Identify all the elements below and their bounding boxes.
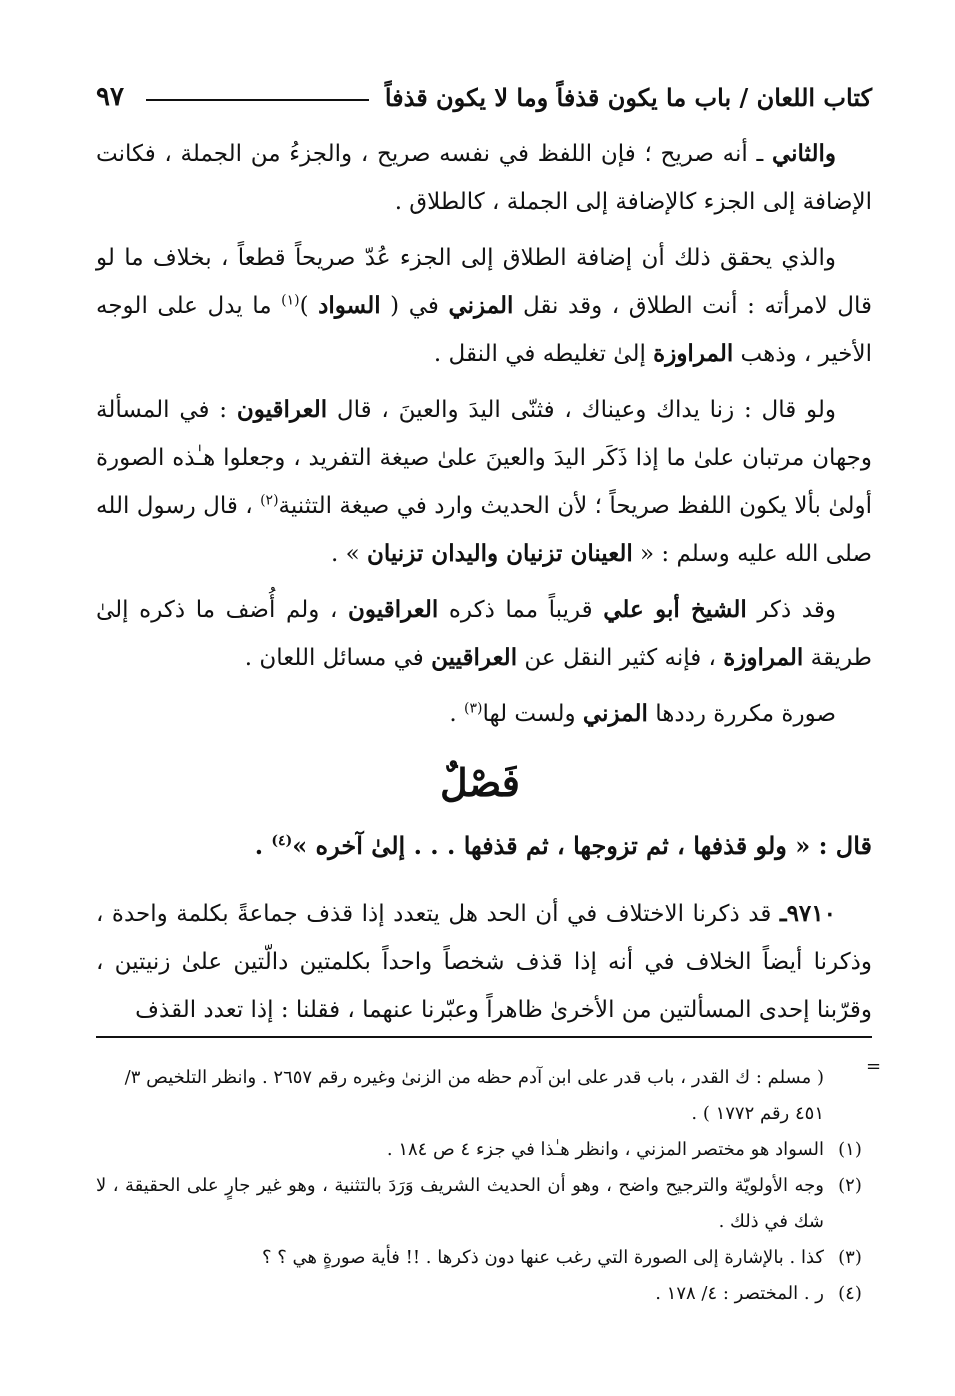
- p4-bold-shaykh: الشيخ أبو علي: [603, 596, 747, 623]
- footnote-number: (١): [838, 1139, 862, 1160]
- footnote-number: (٢): [838, 1175, 862, 1196]
- footnote-ref-1[interactable]: (١): [281, 292, 300, 309]
- p4-text-c: قريباً مما ذكره: [438, 597, 604, 623]
- quote-text: قال : « ولو قذفها ، ثم تزوجها ، ثم قذفها . . . إلىٰ آخره »: [292, 831, 872, 860]
- paragraph-2: [96, 234, 872, 378]
- footnote-1: [96, 1132, 876, 1168]
- p3-bold-iraqiyun: العراقيون: [236, 396, 328, 423]
- section-quote: [96, 822, 872, 870]
- p2-text-d: ): [299, 293, 319, 319]
- p5-bold-muzani: المزني: [582, 700, 648, 727]
- continued-footnote-mark: =: [866, 1056, 882, 1077]
- issue-text: قد ذكرنا الاختلاف في أن الحد هل يتعدد إذا قذف جماعةً بكلمة واحدة ، وذكرنا أيضاً الخلاف في أنه إذا قذف شخصاً واحداً بكلمتين دالّتين علىٰ زنيتين ، وقرّبنا إحدى المسألتين من الأخرىٰ ظاهراً وعبّرنا عنهما ، فقلنا : إذا تعدد القذف: [96, 901, 872, 1023]
- p2-bold-sawad: السواد: [318, 292, 381, 319]
- footnote-ref-2[interactable]: (٢): [260, 492, 279, 509]
- p4-text-d: ، ولم أُضف ما ذكره إلىٰ طريقة: [96, 597, 872, 671]
- p4-bold-iraqiyun: العراقيون: [347, 596, 439, 623]
- fasl-calligraphy-heading: [430, 752, 530, 812]
- p2-bold-marawiza: المراوزة: [653, 340, 734, 367]
- footnote-3: [96, 1240, 876, 1276]
- paragraph-1: [96, 130, 872, 226]
- p3-text-e: » .: [330, 541, 367, 567]
- body-text: [96, 130, 872, 746]
- paragraph-4: [96, 586, 872, 682]
- footnote-text: السواد هو مختصر المزني ، وانظر هـٰذا في جزء ٤ ص ١٨٤ .: [386, 1139, 824, 1160]
- p1-bold: والثاني: [771, 140, 836, 167]
- p4-bold-iraqiyin: العراقيين: [431, 644, 518, 671]
- p4-bold-marawiza: المراوزة: [723, 644, 804, 671]
- p5-text-d: .: [449, 701, 464, 727]
- footnote-number: (٤): [838, 1283, 862, 1304]
- header-rule: [146, 99, 369, 101]
- footnote-continued: ( مسلم : ك القدر ، باب قدر على ابن آدم حظه من الزنىٰ وغيره رقم ٢٦٥٧ . وانظر التلخيص ٣/ ٤٥١ رقم ١٧٧٢ ) .: [124, 1067, 824, 1124]
- running-header: [96, 72, 872, 122]
- p2-text-c: في (: [380, 293, 449, 319]
- quote-end: .: [254, 831, 272, 860]
- p2-bold-muzani: المزني: [448, 292, 514, 319]
- p5-text-a: صورة مكررة رددها: [647, 701, 836, 727]
- footnote-2: [96, 1168, 876, 1240]
- footnote-ref-4[interactable]: (٤): [271, 833, 293, 849]
- p5-text-c: ولست لها: [482, 701, 583, 727]
- footnote-number: (٣): [838, 1247, 862, 1268]
- p4-text-a: وقد ذكر: [746, 597, 836, 623]
- footnote-text: ر . المختصر : ٤/ ١٧٨ .: [655, 1283, 824, 1304]
- issue-9710: [96, 890, 872, 1034]
- p3-text-c: : في المسألة وجهان مرتبان علىٰ ما إذا ذَكَر اليدَ والعينَ علىٰ صيغة التفريد ، وجعلوا هـٰذه الصورة أولىٰ بألا يكون اللفظ صريحاً ؛ لأن الحديث وارد في صيغة التثنية: [96, 397, 872, 519]
- p3-text-a: ولو قال : زنا يداك وعيناك ، فثنّى اليدَ والعينَ ، قال: [327, 397, 836, 423]
- p1-text: ـ أنه صريح ؛ فإن اللفظ في نفسه صريح ، والجزءُ من الجملة ، فكانت الإضافة إلى الجزء كالإضافة إلى الجملة ، كالطلاق .: [96, 141, 872, 215]
- p4-text-e: ، فإنه كثير النقل عن: [517, 645, 724, 671]
- paragraph-5: [96, 690, 872, 738]
- footnote-text: وجه الأولويّة والترجيح واضح ، وهو أن الحديث الشريف وَرَدَ بالتثنية ، وهو غير جارٍ على الحقيقة ، لا شك في ذلك .: [96, 1175, 824, 1232]
- p2-text-a: والذي يحقق ذلك أن إضافة الطلاق إلى الجزء عُدّ صريحاً قطعاً ، بخلاف ما لو قال لامرأته : أنت الطلاق ، وقد نقل: [96, 245, 872, 319]
- footnote-ref-3[interactable]: (٣): [463, 700, 483, 717]
- paragraph-3: [96, 386, 872, 578]
- footnotes: [96, 1060, 876, 1312]
- p2-text-f: إلىٰ تغليطه في النقل .: [433, 341, 654, 367]
- page-number: ٩٧: [96, 82, 124, 112]
- p3-bold-hadith: العينان تزنيان واليدان تزنيان: [366, 540, 633, 567]
- fasl-heading-text: فَصْلٌ: [440, 760, 520, 805]
- footnote-4: [96, 1276, 876, 1312]
- header-title: كتاب اللعان / باب ما يكون قذفاً وما لا يكون قذفاً: [384, 82, 872, 112]
- p2-text-e: ما يدل على الوجه الأخير ، وذهب: [96, 293, 872, 367]
- footnote-separator: [96, 1036, 872, 1038]
- issue-number: ٩٧١٠ـ: [779, 900, 836, 927]
- p4-text-f: في مسائل اللعان .: [244, 645, 432, 671]
- p3-text-d: ، قال رسول الله صلى الله عليه وسلم : «: [96, 493, 872, 567]
- footnote-text: كذا . بالإشارة إلى الصورة التي رغب عنها دون ذكرها . !! فأية صورةٍ هي ؟ ؟: [261, 1247, 824, 1268]
- issue-paragraph: [96, 890, 872, 1034]
